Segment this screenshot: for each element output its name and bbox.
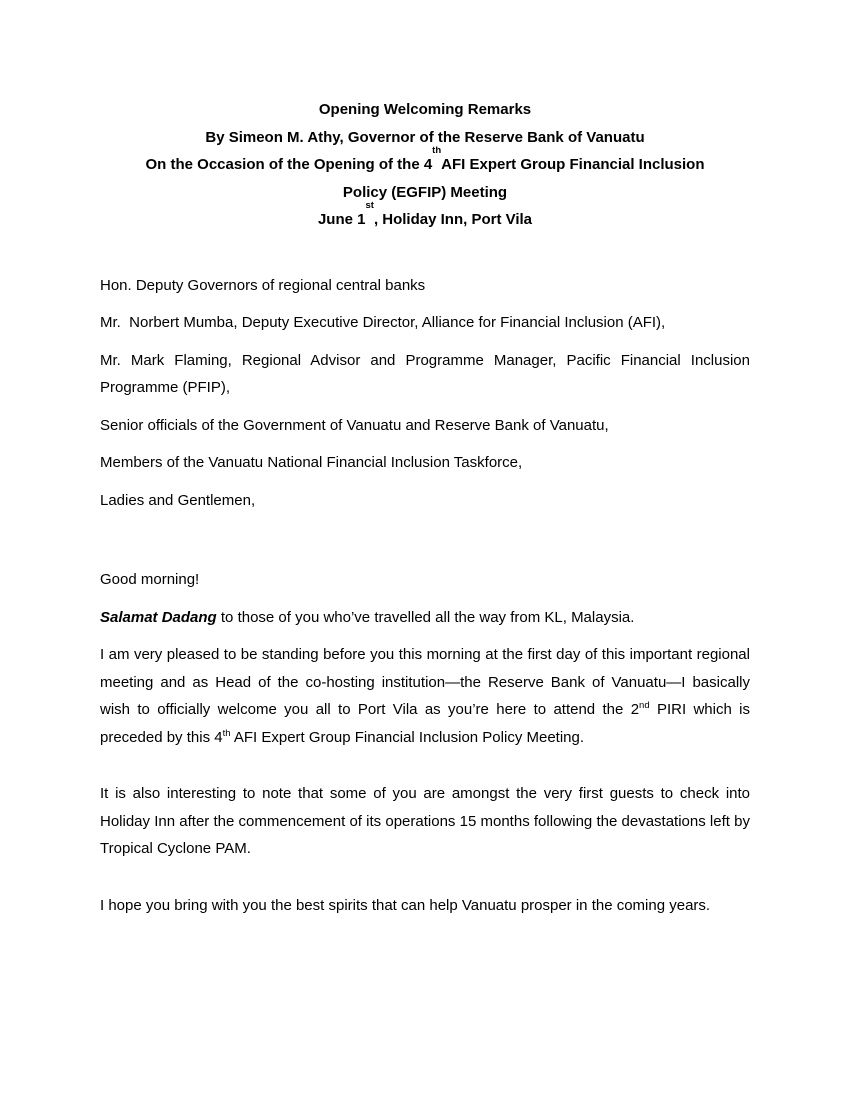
salutation-mark-flaming: Mr. Mark Flaming, Regional Advisor and Programme Manager, Pacific Financial Inclusion Programme (PFIP), [100, 351, 750, 396]
title-line-2: By Simeon M. Athy, Governor of the Reserve Bank of Vanuatu [205, 128, 645, 146]
greeting-good-morning: Good morning! [100, 571, 200, 588]
title-block [100, 96, 750, 234]
body-paragraph-best-spirits: I hope you bring with you the best spirits that can help Vanuatu prosper in the coming years. [100, 896, 711, 914]
salutation-senior-officials: Senior officials of the Government of Vanuatu and Reserve Bank of Vanuatu, [100, 416, 609, 434]
body-paragraph-welcome: I am very pleased to be standing before you this morning at the first day of this important regional meeting and as Head of the co-hosting institution—the Reserve Bank of Vanuatu—I basically wish to officially welcome you all to Port Vila as you’re here to attend the 2nd PIRI which is preceded by this 4th AFI Expert Group Financial Inclusion Policy Meeting. [100, 646, 750, 746]
title-line-5: June 1 st , Holiday Inn, Port Vila [317, 200, 533, 228]
salutation-ladies-gentlemen: Ladies and Gentlemen, [100, 491, 256, 509]
title-line-4: Policy (EGFIP) Meeting [342, 183, 508, 201]
title-line-1: Opening Welcoming Remarks [318, 101, 532, 118]
salutation-norbert-mumba: Mr. Norbert Mumba, Deputy Executive Director, Alliance for Financial Inclusion (AFI), [100, 314, 666, 331]
title-line-3: On the Occasion of the Opening of the 4 th AFI Expert Group Financial Inclusion [145, 145, 705, 173]
salutation-deputy-governors: Hon. Deputy Governors of regional central banks [100, 276, 426, 294]
salutation-taskforce-members: Members of the Vanuatu National Financial Inclusion Taskforce, [100, 454, 523, 471]
body-paragraph-holiday-inn: It is also interesting to note that some of you are amongst the very first guests to check into Holiday Inn after the commencement of its operations 15 months following the devastations left by Tropical Cyclone PAM. [100, 785, 750, 857]
greeting-salamat-dadang: Salamat Dadang to those of you who’ve travelled all the way from KL, Malaysia. [100, 608, 635, 626]
